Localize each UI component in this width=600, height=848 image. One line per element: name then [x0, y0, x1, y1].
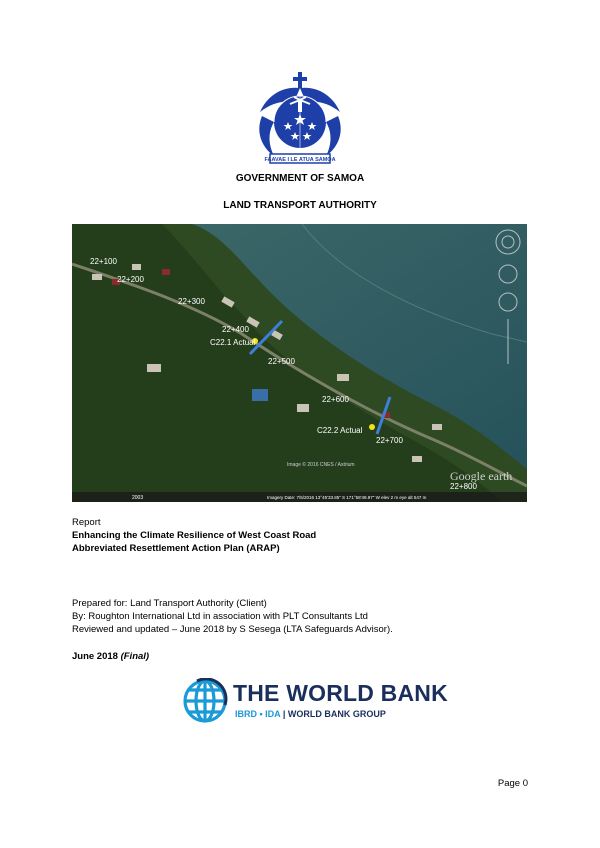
prepared-for: Prepared for: Land Transport Authority (Client)	[72, 598, 267, 609]
world-bank-group: WORLD BANK GROUP	[287, 709, 386, 719]
status-coordinates: Imagery Date: 7/5/2016 13°45'33.85" S 171°58'49.97" W elev 2 m eye alt 547 m	[267, 495, 427, 500]
report-title: Enhancing the Climate Resilience of West Coast Road	[72, 530, 317, 541]
prepared-by: By: Roughton International Ltd in association with PLT Consultants Ltd	[72, 611, 368, 622]
reviewed-by: Reviewed and updated – June 2018 by S Sesega (LTA Safeguards Advisor).	[72, 624, 393, 635]
report-kind: Report	[72, 517, 101, 528]
emblem-motto: FAAVAE I LE ATUA SAMOA	[264, 157, 336, 163]
culvert-label: C22.2 Actual	[317, 426, 363, 435]
world-bank-subtitle	[235, 709, 386, 719]
report-block	[72, 516, 316, 555]
page-number: Page 0	[497, 778, 528, 789]
samoa-emblem	[254, 70, 346, 168]
world-bank-separator: |	[280, 709, 288, 719]
chainage-label: 22+800	[450, 482, 477, 491]
satellite-map	[72, 224, 527, 502]
report-subtitle: Abbreviated Resettlement Action Plan (ARAP)	[72, 543, 280, 554]
chainage-label: 22+200	[117, 275, 144, 284]
status-label: 2003	[132, 495, 144, 501]
world-bank-title: THE WORLD BANK	[233, 680, 448, 706]
chainage-label: 22+700	[376, 436, 403, 445]
credits-block	[72, 597, 393, 636]
government-heading: GOVERNMENT OF SAMOA	[235, 173, 365, 184]
imagery-copyright: Image © 2016 CNES / Astrium	[287, 462, 355, 468]
chainage-label: 22+600	[322, 395, 349, 404]
pin-icon	[369, 424, 375, 430]
authority-heading: LAND TRANSPORT AUTHORITY	[223, 200, 377, 211]
chainage-label: 22+300	[178, 297, 205, 306]
date-status: (Final)	[120, 651, 150, 662]
google-earth-watermark: Google earth	[450, 469, 513, 483]
world-bank-ibrd: IBRD • IDA	[235, 709, 281, 719]
chainage-label: 22+400	[222, 325, 249, 334]
date-line	[72, 651, 149, 662]
chainage-label: 22+100	[90, 257, 117, 266]
culvert-label: C22.1 Actual	[210, 338, 256, 347]
date-month-year: June 2018	[72, 651, 121, 662]
chainage-label: 22+500	[268, 357, 295, 366]
